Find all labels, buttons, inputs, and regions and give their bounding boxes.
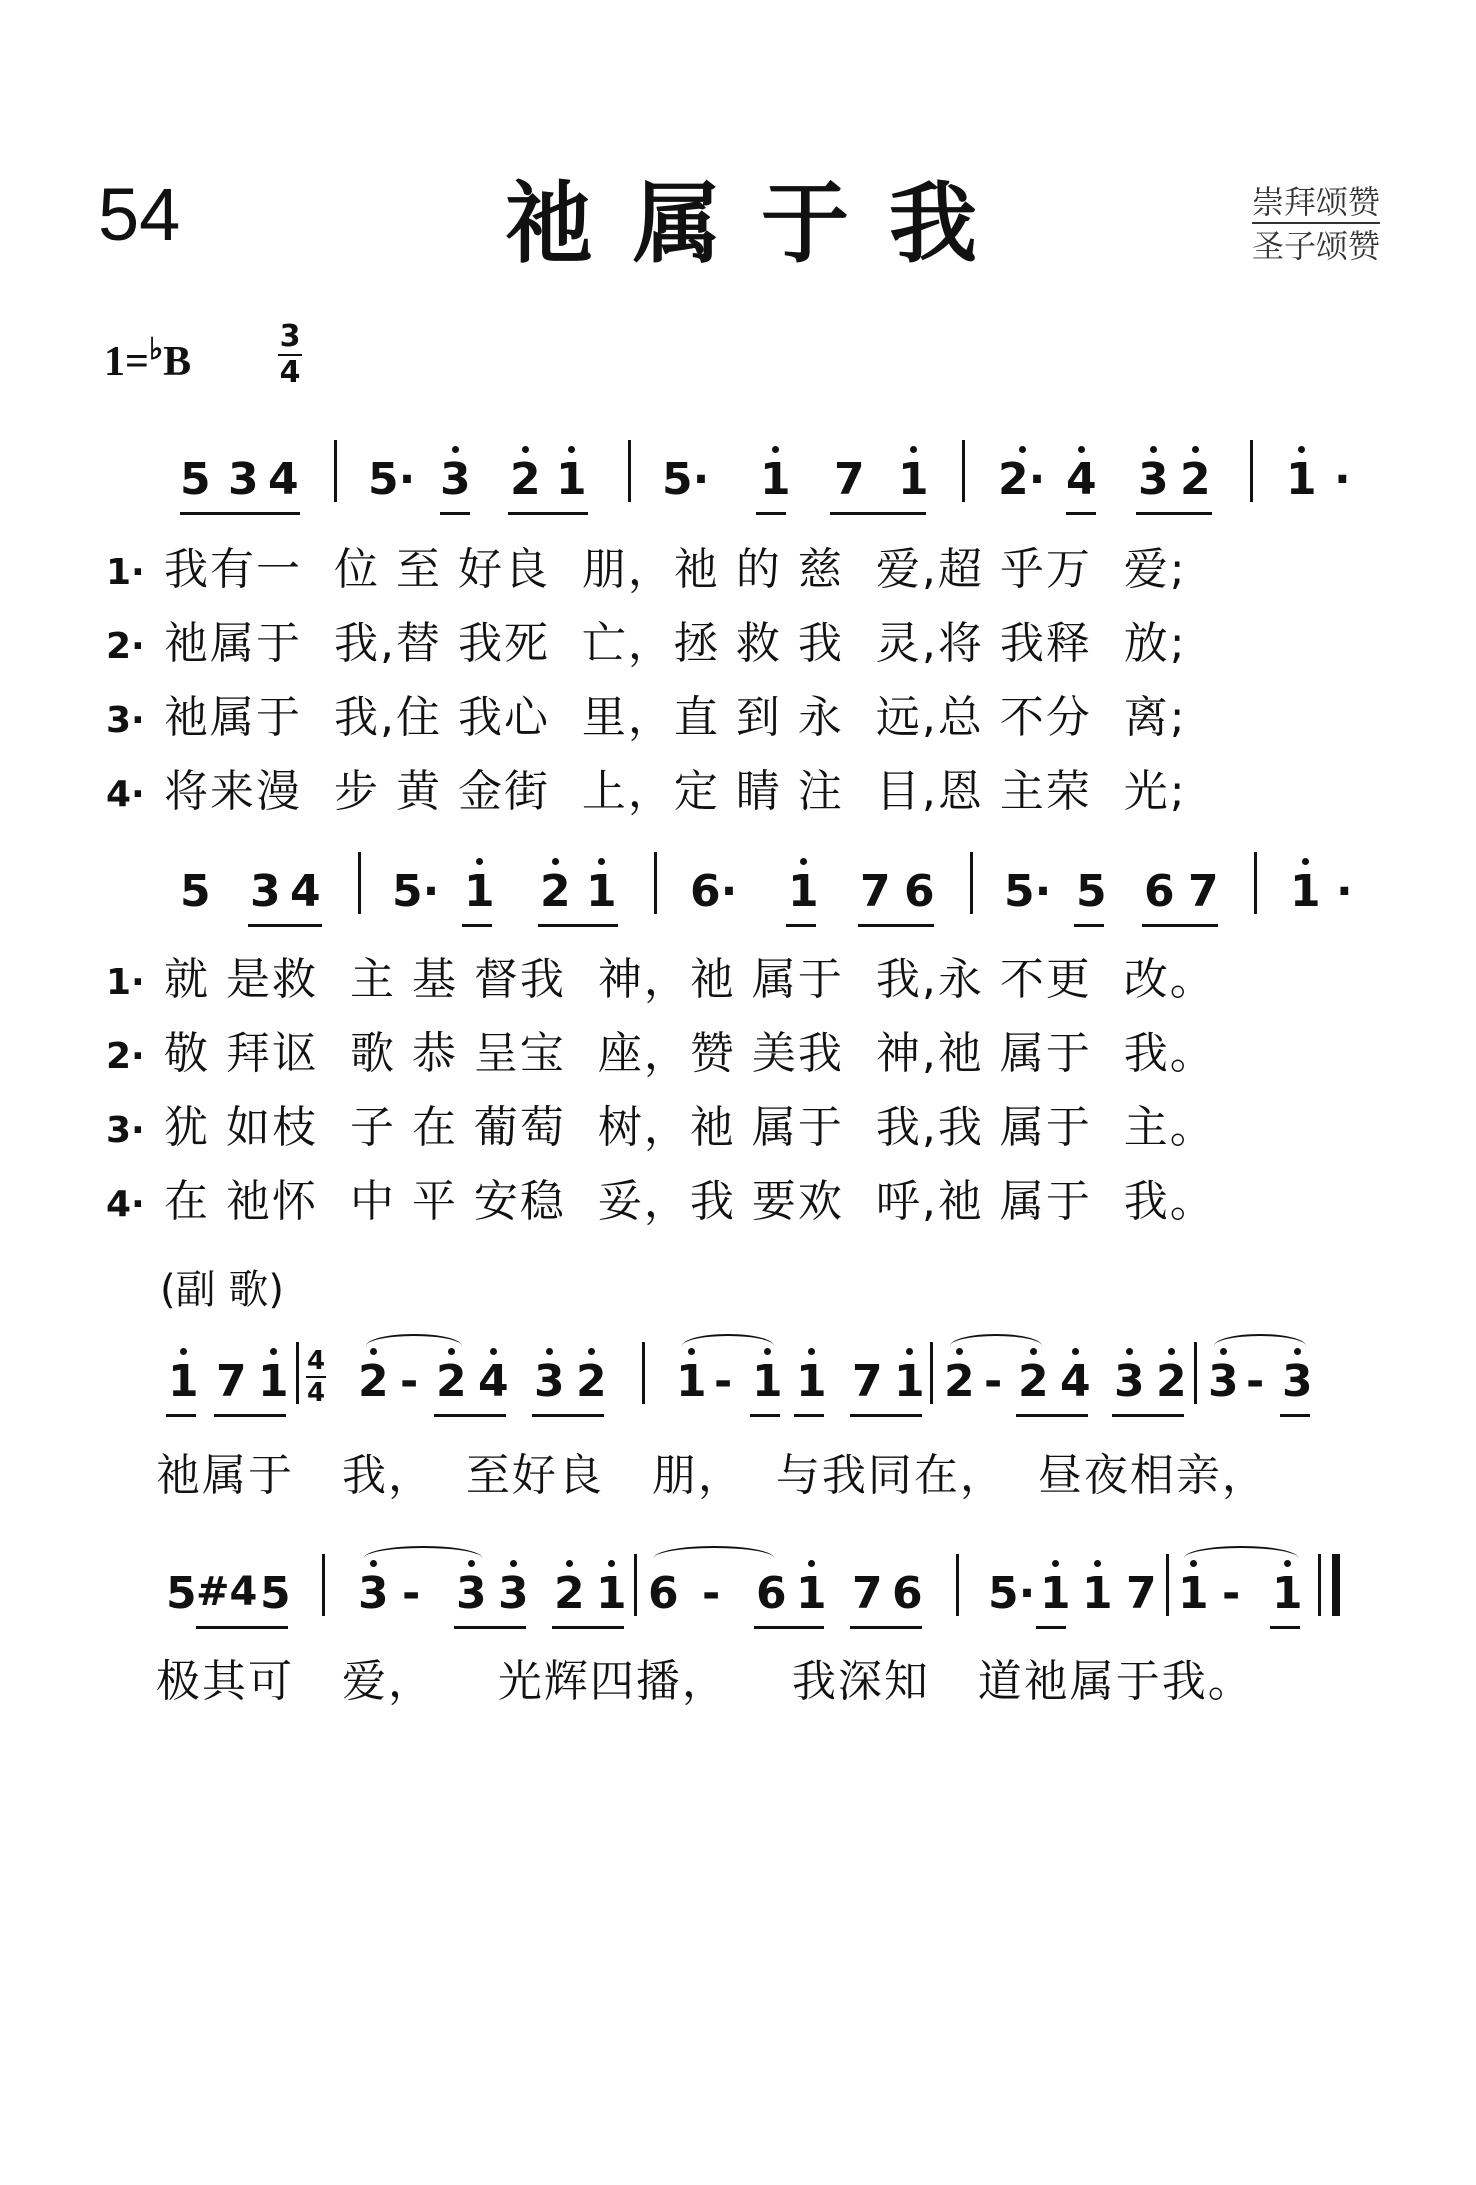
note: 3: [440, 454, 471, 505]
lyric-line: 敬 拜讴 歌 恭 呈宝 座，赞 美我 神,祂 属于 我。: [164, 1028, 1216, 1079]
note: #4: [196, 1569, 258, 1615]
note: 3: [228, 454, 259, 505]
note: 3: [498, 1568, 529, 1619]
note: 3: [1208, 1356, 1239, 1407]
verse-number: 4·: [106, 774, 145, 815]
note: 1: [898, 454, 929, 505]
barline: [962, 440, 965, 502]
hymn-title: 祂属于我: [505, 172, 1018, 275]
note: 1: [752, 1356, 783, 1407]
barline: [296, 1342, 299, 1404]
note: 2·: [998, 454, 1046, 505]
note: 5·: [1004, 866, 1052, 917]
chorus-lyric-line-2: 极其可 爱， 光辉四播， 我深知 道祂属于我。: [156, 1656, 1254, 1707]
note: 5: [260, 1568, 291, 1619]
barline: [1254, 852, 1257, 914]
note: 1: [788, 866, 819, 917]
note: -: [984, 1356, 1003, 1407]
note: 1: [258, 1356, 289, 1407]
barline: [1166, 1554, 1169, 1616]
note: 7: [852, 1356, 883, 1407]
note: 1: [1272, 1568, 1303, 1619]
note: 4: [478, 1356, 509, 1407]
note: 7: [1126, 1568, 1157, 1619]
lyric-line: 我有一 位 至 好良 朋，祂 的 慈 爱,超 乎万 爱;: [164, 544, 1187, 595]
barline: [642, 1342, 645, 1404]
note: 6: [904, 866, 935, 917]
note: 3: [1282, 1356, 1313, 1407]
verse-number: 1·: [106, 962, 145, 1003]
note: 1: [1178, 1568, 1209, 1619]
note: 1: [168, 1356, 199, 1407]
lyric-line: 祂属于 我,住 我心 里，直 到 永 远,总 不分 离;: [164, 692, 1187, 743]
barline: [634, 1554, 637, 1616]
verse-number: 1·: [106, 552, 145, 593]
chorus-time-signature: 4 4: [306, 1346, 326, 1408]
verse-number: 3·: [106, 700, 145, 741]
notation-row-2: [0, 852, 1476, 952]
note: ·: [1336, 866, 1353, 917]
note: 1: [796, 1356, 827, 1407]
note: 4: [268, 454, 299, 505]
note: 5: [180, 866, 211, 917]
lyric-line: 将来漫 步 黄 金街 上，定 睛 注 目,恩 主荣 光;: [164, 766, 1187, 817]
note: 2: [358, 1356, 389, 1407]
note: 5·: [392, 866, 440, 917]
note: 7: [216, 1356, 247, 1407]
verse-number: 3·: [106, 1110, 145, 1151]
notation-row-3: [0, 1338, 1476, 1438]
note: 1: [676, 1356, 707, 1407]
lyric-line: 在 祂怀 中 平 安稳 妥，我 要欢 呼,祂 属于 我。: [164, 1176, 1216, 1227]
note: 5: [166, 1568, 197, 1619]
note: 1: [1290, 866, 1321, 917]
lyric-line: 祂属于 我,替 我死 亡，拯 救 我 灵,将 我释 放;: [164, 618, 1187, 669]
note: -: [1246, 1356, 1265, 1407]
final-barline-thick: [1332, 1554, 1340, 1616]
note: 2: [944, 1356, 975, 1407]
note: 4: [1060, 1356, 1091, 1407]
note: 3: [1114, 1356, 1145, 1407]
note: -: [1222, 1568, 1241, 1619]
note: -: [402, 1568, 421, 1619]
note: 2: [436, 1356, 467, 1407]
note: 1: [760, 454, 791, 505]
lyric-line: 犹 如枝 子 在 葡萄 树，祂 属于 我,我 属于 主。: [164, 1102, 1216, 1153]
note: 1: [596, 1568, 627, 1619]
verse-number: 4·: [106, 1184, 145, 1225]
note: 4: [290, 866, 321, 917]
time-signature: 3 4: [279, 319, 301, 390]
barline: [930, 1342, 933, 1404]
note: 3: [456, 1568, 487, 1619]
note: 7: [1188, 866, 1219, 917]
note: 6: [892, 1568, 923, 1619]
notation-row-4: [0, 1550, 1476, 1650]
note: 5: [180, 454, 211, 505]
source-hymnal-1: 崇拜颂赞: [1252, 186, 1380, 224]
note: 1: [1082, 1568, 1113, 1619]
barline: [970, 852, 973, 914]
note: 2: [510, 454, 541, 505]
note: 4: [1066, 454, 1097, 505]
note: 2: [1018, 1356, 1049, 1407]
note: 6: [648, 1568, 679, 1619]
note: -: [702, 1568, 721, 1619]
note: 1: [464, 866, 495, 917]
flat-icon: ♭: [148, 333, 164, 366]
barline: [654, 852, 657, 914]
note: 5·: [368, 454, 416, 505]
note: 7: [860, 866, 891, 917]
chorus-label: (副 歌): [160, 1267, 284, 1313]
verse-number: 2·: [106, 1036, 145, 1077]
note: 3: [358, 1568, 389, 1619]
barline: [322, 1554, 325, 1616]
note: 1: [1286, 454, 1317, 505]
hymn-number: 54: [98, 173, 181, 256]
verse-number: 2·: [106, 626, 145, 667]
note: 1: [1040, 1568, 1071, 1619]
note: 3: [250, 866, 281, 917]
note: 3: [1138, 454, 1169, 505]
chorus-lyric-line-1: 祂属于 我， 至好良 朋， 与我同在， 昼夜相亲，: [156, 1450, 1268, 1501]
note: ·: [1334, 454, 1351, 505]
barline: [358, 852, 361, 914]
note: 1: [556, 454, 587, 505]
note: 2: [1156, 1356, 1187, 1407]
note: 6: [1144, 866, 1175, 917]
lyric-line: 就 是救 主 基 督我 神，祂 属于 我,永 不更 改。: [164, 954, 1216, 1005]
note: 6: [756, 1568, 787, 1619]
note: 5·: [662, 454, 710, 505]
barline: [1250, 440, 1253, 502]
note: -: [714, 1356, 733, 1407]
verse-lyrics-block-2: [106, 954, 1216, 1227]
source-hymnal-2: 圣子颂赞: [1251, 227, 1380, 265]
note: 1: [894, 1356, 925, 1407]
notation-row-1: [0, 440, 1476, 540]
note: 2: [576, 1356, 607, 1407]
note: 7: [852, 1568, 883, 1619]
note: 1: [586, 866, 617, 917]
note: 2: [1180, 454, 1211, 505]
note: 6·: [690, 866, 738, 917]
note: 1: [796, 1568, 827, 1619]
barline: [1194, 1342, 1197, 1404]
final-barline: [1318, 1554, 1321, 1616]
note: 2: [540, 866, 571, 917]
note: 7: [834, 454, 865, 505]
note: -: [400, 1356, 419, 1407]
barline: [956, 1554, 959, 1616]
note: 5: [1076, 866, 1107, 917]
note: 3: [534, 1356, 565, 1407]
verse-lyrics-block-1: [106, 544, 1187, 817]
note: 2: [554, 1568, 585, 1619]
barline: [628, 440, 631, 502]
barline: [334, 440, 337, 502]
key-signature: 1=♭B: [104, 333, 192, 385]
note: 5·: [988, 1568, 1036, 1619]
